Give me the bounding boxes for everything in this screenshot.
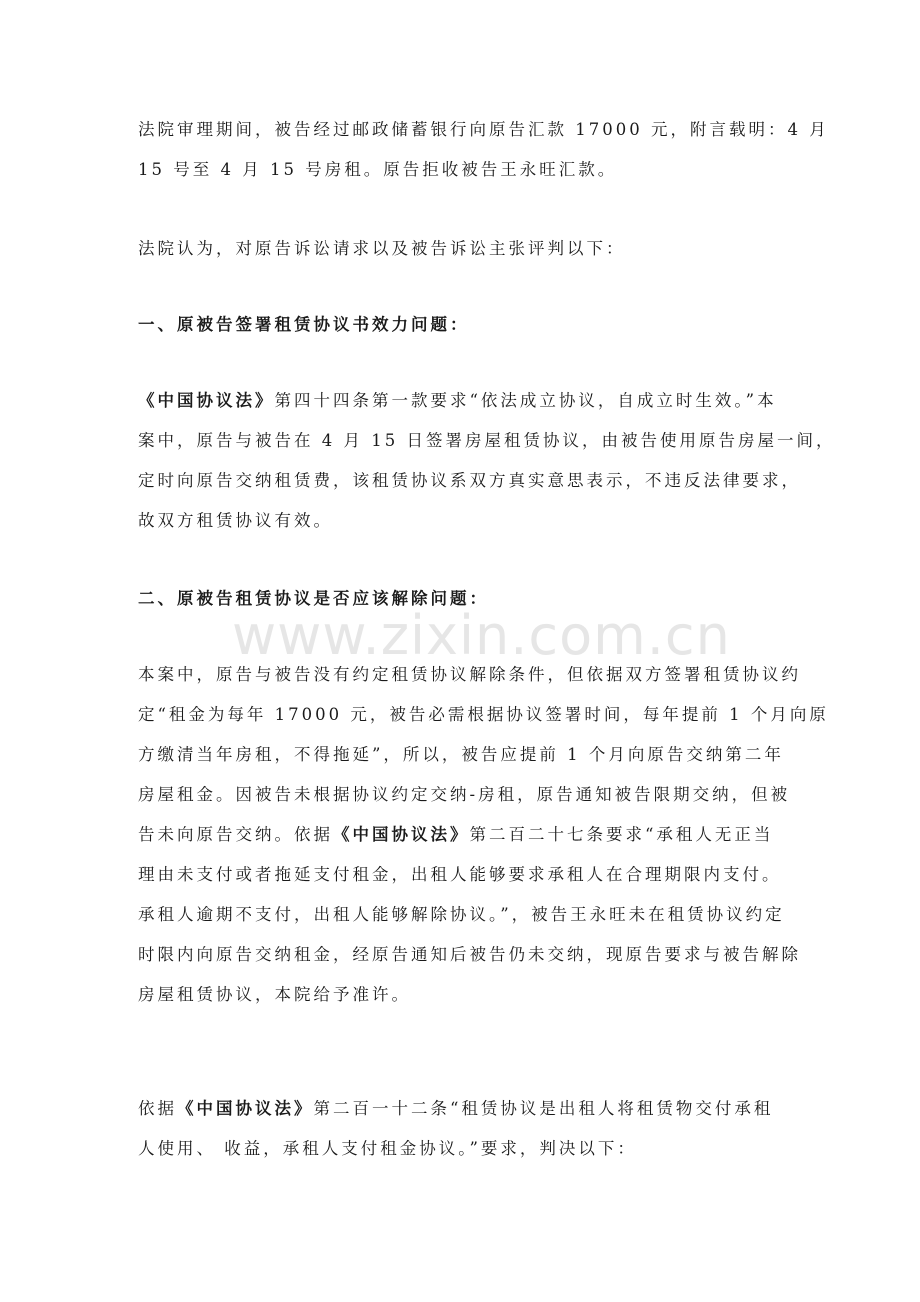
heading-text: 二、原被告租赁协议是否应该解除问题：: [138, 589, 489, 608]
heading-section-one: [138, 305, 788, 345]
text-line: [138, 815, 788, 855]
paragraph-court-trial: [138, 110, 829, 190]
text-span: 依据: [138, 1099, 177, 1118]
paragraph-court-opinion: [138, 229, 788, 269]
text-line: 方缴清当年房租，不得拖延”，所以，被告应提前 1 个月向原告交纳第二年: [138, 745, 784, 764]
text-span: 告未向原告交纳。依据: [138, 825, 333, 844]
text-line: 故双方租赁协议有效。: [138, 511, 333, 530]
law-citation: 《中国协议法》: [177, 1099, 314, 1118]
paragraph-judgment-basis: [138, 1089, 788, 1169]
text-line: 承租人逾期不支付，出租人能够解除协议。”，被告王永旺未在租赁协议约定: [138, 905, 785, 924]
text-line: 15 号至 4 月 15 号房租。原告拒收被告王永旺汇款。: [138, 160, 618, 179]
text-line: 案中，原告与被告在 4 月 15 日签署房屋租赁协议，由被告使用原告房屋一间，: [138, 431, 836, 450]
text-line: 法院审理期间，被告经过邮政储蓄银行向原告汇款 17000 元，附言载明：4 月: [138, 120, 829, 139]
law-citation: 《中国协议法》: [333, 825, 470, 844]
text-span: 第二百二十七条要求“承租人无正当: [469, 825, 774, 844]
watermark: www.zixin.com.cn: [232, 604, 731, 667]
text-span: 第二百一十二条“租赁协议是出租人将租赁物交付承租: [313, 1099, 774, 1118]
paragraph-agreement-validity: [138, 381, 836, 541]
text-line: 理由未支付或者拖延支付租金，出租人能够要求承租人在合理期限内支付。: [138, 865, 782, 884]
text-line: 房屋租赁协议，本院给予准许。: [138, 985, 411, 1004]
text-line: 定时向原告交纳租赁费，该租赁协议系双方真实意思表示，不违反法律要求，: [138, 471, 801, 490]
heading-text: 一、原被告签署租赁协议书效力问题：: [138, 315, 470, 334]
text-line: 房屋租金。因被告未根据协议约定交纳-房租，原告通知被告限期交纳，但被: [138, 785, 791, 804]
text-line: 时限内向原告交纳租金，经原告通知后被告仍未交纳，现原告要求与被告解除: [138, 945, 801, 964]
heading-section-two: [138, 579, 788, 619]
law-citation: 《中国协议法》: [138, 391, 275, 410]
text-span: 第四十四条第一款要求“依法成立协议，自成立时生效。”本: [274, 391, 777, 410]
paragraph-termination: [138, 655, 829, 1015]
text-line: 本案中，原告与被告没有约定租赁协议解除条件，但依据双方签署租赁协议约: [138, 665, 801, 684]
text-line: [138, 1089, 788, 1129]
text-line: 人使用、 收益，承租人支付租金协议。”要求，判决以下：: [138, 1139, 637, 1158]
text-line: 定“租金为每年 17000 元，被告必需根据协议签署时间，每年提前 1 个月向原: [138, 705, 829, 724]
text-line: 法院认为，对原告诉讼请求以及被告诉讼主张评判以下：: [138, 239, 626, 258]
text-line: [138, 381, 788, 421]
